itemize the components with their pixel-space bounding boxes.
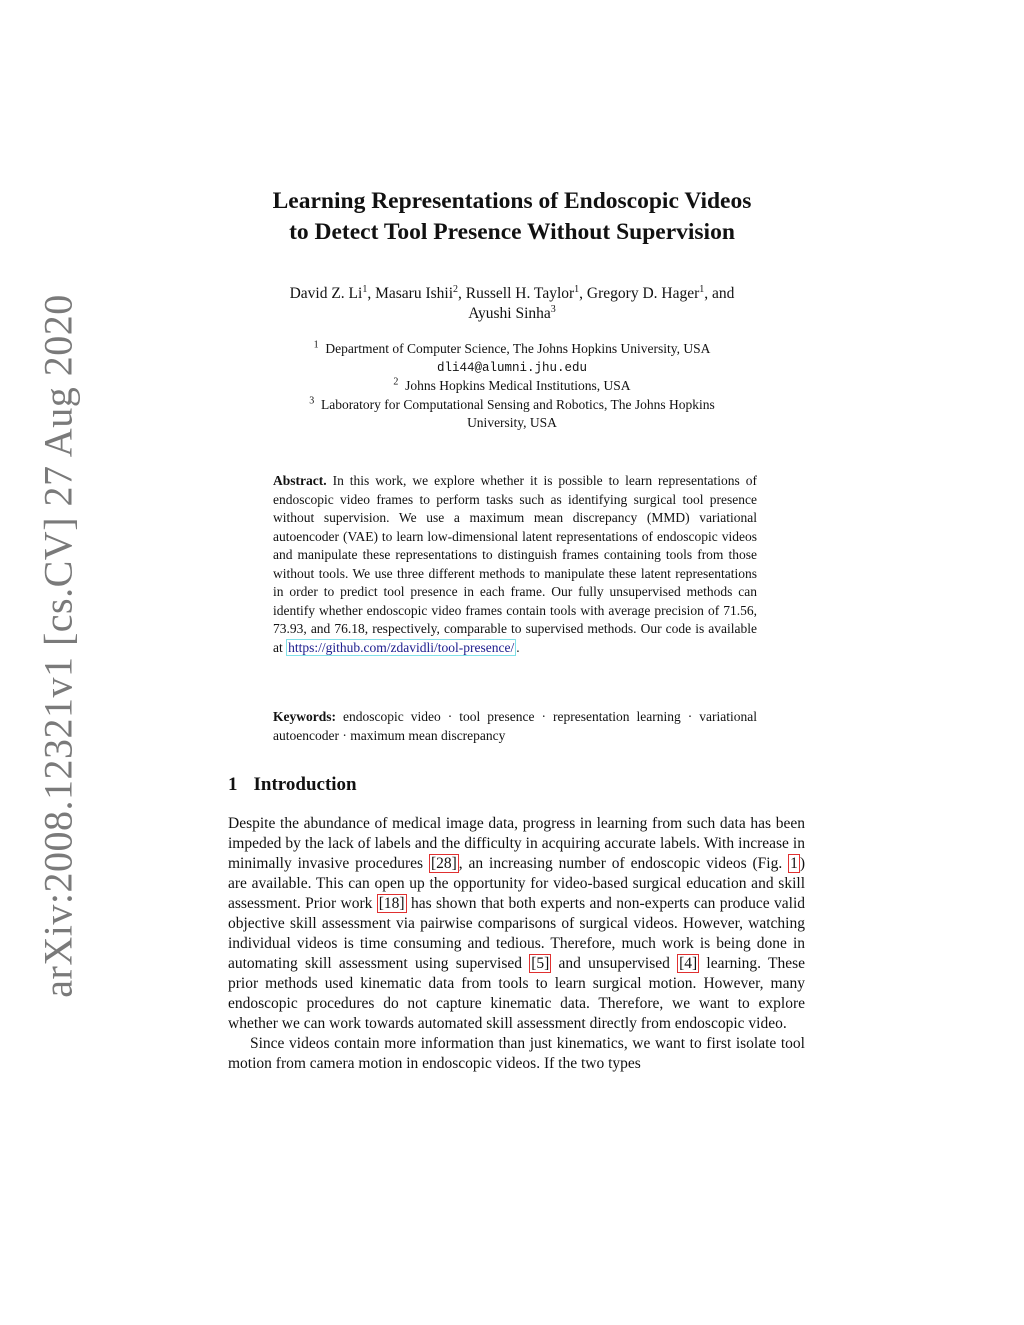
body-text — [228, 814, 805, 1074]
section-heading — [228, 774, 357, 796]
affil-text: Laboratory for Computational Sensing and Robotics, The Johns Hopkins — [320, 396, 715, 412]
author-name: Ayushi Sinha — [468, 305, 551, 322]
affil-text: Johns Hopkins Medical Institutions, USA — [405, 378, 631, 393]
abstract-text: In this work, we explore whether it is possible to learn representations of endoscopic video frames to perform tasks such as identifying surgical tool presence without supervision. We use a maximum mean discrepancy (MMD) variational autoencoder (VAE) to learn low-dimensional latent representations of endoscopic videos and manipulate these representations to distinguish frames containing tools from those without tools. We use three different methods to manipulate these latent representations in order to predict tool presence in each frame. Our fully unsupervised methods can identify whether endoscopic video frames contain tools with average precision of 71.56, 73.93, and 76.18, respectively, comparable to supervised methods. Our code is available at — [273, 473, 757, 655]
author-name: , Russell H. Taylor — [458, 285, 575, 302]
affiliation-2 — [0, 377, 1024, 396]
keywords-text: endoscopic video · tool presence · representation learning · variational autoencoder · maximum mean discrepancy — [273, 709, 757, 743]
affiliation-3-cont: University, USA — [467, 415, 557, 430]
paragraph: Since videos contain more information than just kinematics, we want to first isolate tool motion from camera motion in endoscopic videos. If the two types — [228, 1035, 805, 1072]
affiliation-list — [0, 340, 1024, 433]
authors-line-2 — [0, 304, 1024, 324]
paragraph — [228, 814, 805, 1034]
citation-link[interactable]: [28] — [430, 855, 457, 872]
author-email[interactable]: dli44@alumni.jhu.edu — [436, 360, 588, 375]
author-name: , Gregory D. Hager — [579, 285, 700, 302]
body-segment: learning. These prior methods used kinematic data from tools to learn surgical motion. However, many endoscopic procedures do not capture kinematic data. Therefore, we want to explore whether we can work towards automated skill assessment directly from endoscopic video. — [228, 955, 805, 1032]
paper-title — [0, 186, 1024, 248]
authors-line-1 — [0, 284, 1024, 304]
figure-link[interactable]: 1 — [790, 855, 798, 872]
citation-link[interactable]: [18] — [378, 895, 405, 912]
abstract-end: . — [516, 639, 520, 655]
arxiv-stamp-text: arXiv:2008.12321v1 [cs.CV] 27 Aug 2020 — [35, 294, 81, 998]
body-segment: ) are available. This can open up the opportunity for video-based surgical education and skill assessment. Prior work — [228, 855, 805, 912]
author-affil-mark: 1 — [699, 283, 705, 295]
affil-number: 1 — [313, 339, 319, 351]
keywords — [273, 708, 757, 745]
body-segment: has shown that both experts and non-experts can produce valid objective skill assessment via pairwise comparisons of surgical videos. However, watching individual videos is time consuming and tedious. Therefore, much work is being done in automating skill assessment using supervised — [228, 895, 805, 972]
citation-link[interactable]: [4] — [679, 955, 698, 972]
author-affil-mark: 2 — [453, 283, 458, 295]
keywords-label: Keywords: — [273, 709, 336, 724]
author-name: David Z. Li — [289, 285, 363, 302]
affiliation-3 — [0, 396, 1024, 415]
author-affil-mark: 1 — [362, 283, 368, 295]
section-title: Introduction — [253, 774, 357, 795]
author-affil-mark: 3 — [550, 303, 556, 315]
author-list — [0, 284, 1024, 324]
body-segment: Despite the abundance of medical image data, progress in learning from such data has been impeded by the lack of labels and the difficulty in acquiring accurate labels. With increase in minimally invasive procedures — [228, 815, 805, 872]
title-line-1: Learning Representations of Endoscopic Videos — [272, 188, 752, 214]
author-affil-mark: 1 — [574, 283, 580, 295]
title-line-2: to Detect Tool Presence Without Supervision — [289, 219, 735, 245]
citation-link[interactable]: [5] — [531, 955, 550, 972]
author-conjunction: , and — [704, 285, 735, 302]
abstract — [273, 472, 757, 657]
body-segment: , an increasing number of endoscopic videos (Fig. — [458, 855, 789, 872]
section-number: 1 — [228, 774, 238, 795]
affil-number: 2 — [393, 376, 399, 388]
affil-text: Department of Computer Science, The Johns Hopkins University, USA — [325, 341, 711, 356]
affiliation-1 — [0, 340, 1024, 359]
affil-number: 3 — [309, 395, 315, 406]
abstract-label: Abstract. — [273, 473, 327, 488]
author-name: , Masaru Ishii — [367, 285, 453, 302]
body-segment: and unsupervised — [551, 955, 678, 972]
code-repo-link[interactable]: https://github.com/zdavidli/tool-presence/ — [288, 639, 515, 655]
